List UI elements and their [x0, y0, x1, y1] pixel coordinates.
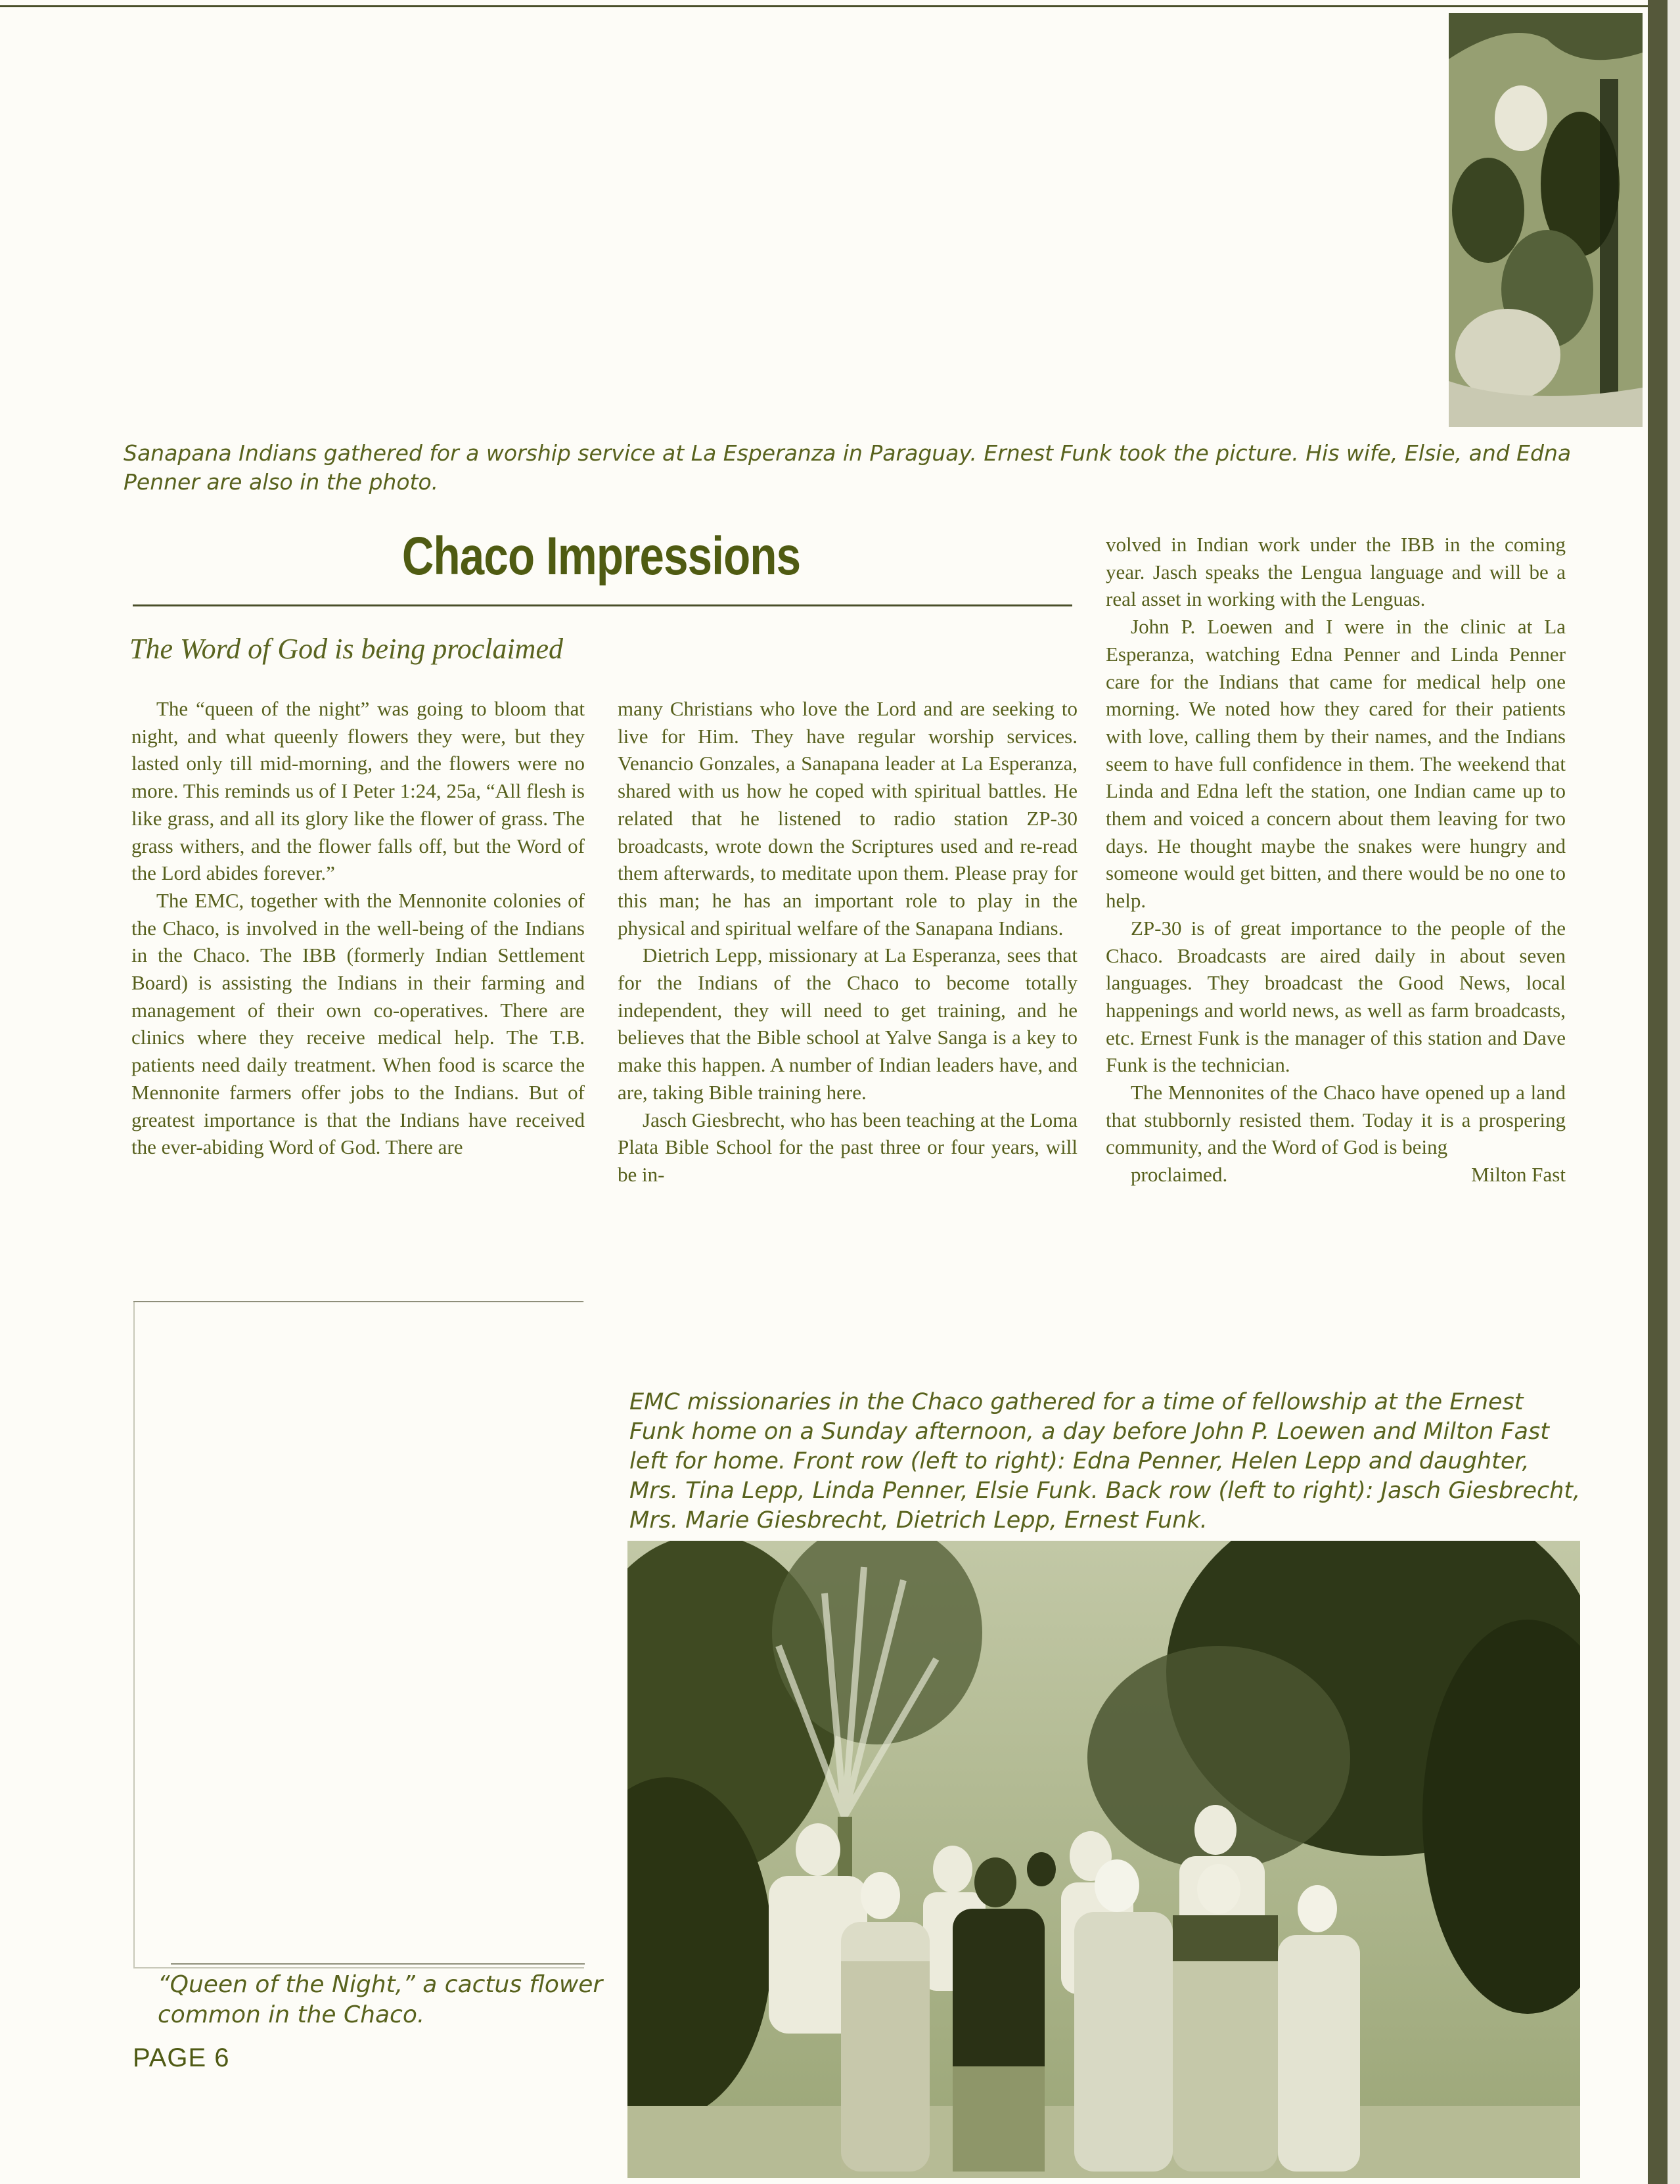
flower-photo-top-rule: [133, 1301, 583, 1302]
flower-photo-bottom-rule: [171, 1963, 585, 1965]
top-border-line: [0, 5, 1649, 7]
flower-photo-caption: “Queen of the Night,” a cactus flower common in the Chaco.: [158, 1971, 603, 2028]
article-column-1: [131, 695, 585, 1161]
paragraph: Dietrich Lepp, missionary at La Esperanza, sees that for the Indians of the Chaco to become totally independent, they will need to get training, and he believes that the Bible school at Yalve Sanga is a key to make this happen. A number of Indian leaders have, and are, taking Bible training here.: [618, 944, 1078, 1104]
author-byline: Milton Fast: [1471, 1163, 1566, 1187]
paragraph: The Mennonites of the Chaco have opened up a land that stubbornly resisted them. Today it is a prospering community, and the Word of God is being: [1106, 1081, 1566, 1159]
paragraph: John P. Loewen and I were in the clinic at La Esperanza, watching Edna Penner and Linda Penner care for the Indians that came for medical help one morning. We noted how they cared for their patients with love, calling them by their names, and the Indians seem to have full confidence in them. The weekend that Linda and Edna left the station, one Indian came up to them and voiced a concern about them leaving for two days. He thought maybe the snakes were hungry and someone would get bitten, and there would be no one to help.: [1106, 615, 1566, 913]
paragraph: many Christians who love the Lord and are seeking to live for Him. They have regular worship services. Venancio Gonzales, a Sanapana leader at La Esperanza, shared with us how he coped with spiritual battles. He related that he listened to radio station ZP-30 broadcasts, wrote down the Scriptures used and re-read them afterwards, to meditate upon them. Please pray for this man; he has an important role to play in the physical and spiritual welfare of the Sanapana Indians.: [618, 697, 1078, 940]
paragraph: Jasch Giesbrecht, who has been teaching at the Loma Plata Bible School for the past three or four years, will be in-: [618, 1108, 1078, 1186]
byline-row: [1106, 1161, 1566, 1189]
page-binding-edge: [1648, 0, 1668, 2184]
paragraph: The “queen of the night” was going to bloom that night, and what queenly flowers they were, but they lasted only till mid-morning, and the flowers were no more. This reminds us of I Peter 1:24, 25a, “All flesh is like grass, and all its glory like the flower of grass. The grass withers, and the flower falls off, but the Word of the Lord abides forever.”: [131, 697, 585, 885]
flower-photo-frame: [133, 1301, 584, 1968]
worship-photo-caption: Sanapana Indians gathered for a worship service at La Esperanza in Paraguay. Ernest Funk took the picture. His wife, Elsie, and Edna Penner are also in the photo.: [124, 440, 1572, 495]
article-column-2: [618, 695, 1078, 1189]
paragraph: ZP-30 is of great importance to the people of the Chaco. Broadcasts are aired daily in about seven languages. They broadcast the Good News, local happenings and world news, as well as farm broadcasts, etc. Ernest Funk is the manager of this station and Dave Funk is the technician.: [1106, 916, 1566, 1077]
article-headline: Chaco Impressions: [401, 526, 801, 586]
group-photo-caption: EMC missionaries in the Chaco gathered for a time of fellowship at the Ernest Funk home on a Sunday afternoon, a day before John P. Loewen and Milton Fast left for home. Front row (left to right): Edna Penner, Helen Lepp and daughter, Mrs. Tina Lepp, Linda Penner, Elsie Funk. Back row (left to right): Jasch Giesbrecht, Mrs. Marie Giesbrecht, Dietrich Lepp, Ernest Funk.: [629, 1389, 1581, 1534]
paragraph: volved in Indian work under the IBB in the coming year. Jasch speaks the Lengua language and will be a real asset in working with the Lenguas.: [1106, 533, 1566, 611]
missionaries-group-photo: [627, 1541, 1580, 2178]
article-column-3: [1106, 531, 1566, 1189]
article-subheadline: The Word of God is being proclaimed: [129, 633, 563, 665]
worship-service-photo: [1449, 13, 1643, 427]
paragraph: The EMC, together with the Mennonite colonies of the Chaco, is involved in the well-being of the Indians in the Chaco. The IBB (formerly Indian Settlement Board) is assisting the Indians in their farming and management of their own co-operatives. There are clinics where they receive medical help. The T.B. patients need daily treatment. When food is scarce the Mennonite farmers offer jobs to the Indians. But of greatest importance is that the Indians have received the ever-abiding Word of God. There are: [131, 888, 585, 1159]
headline-rule: [133, 604, 1072, 606]
page-number: PAGE 6: [133, 2043, 230, 2072]
closing-word: proclaimed.: [1131, 1163, 1228, 1187]
page-edge-shadow: [1668, 0, 1680, 2184]
